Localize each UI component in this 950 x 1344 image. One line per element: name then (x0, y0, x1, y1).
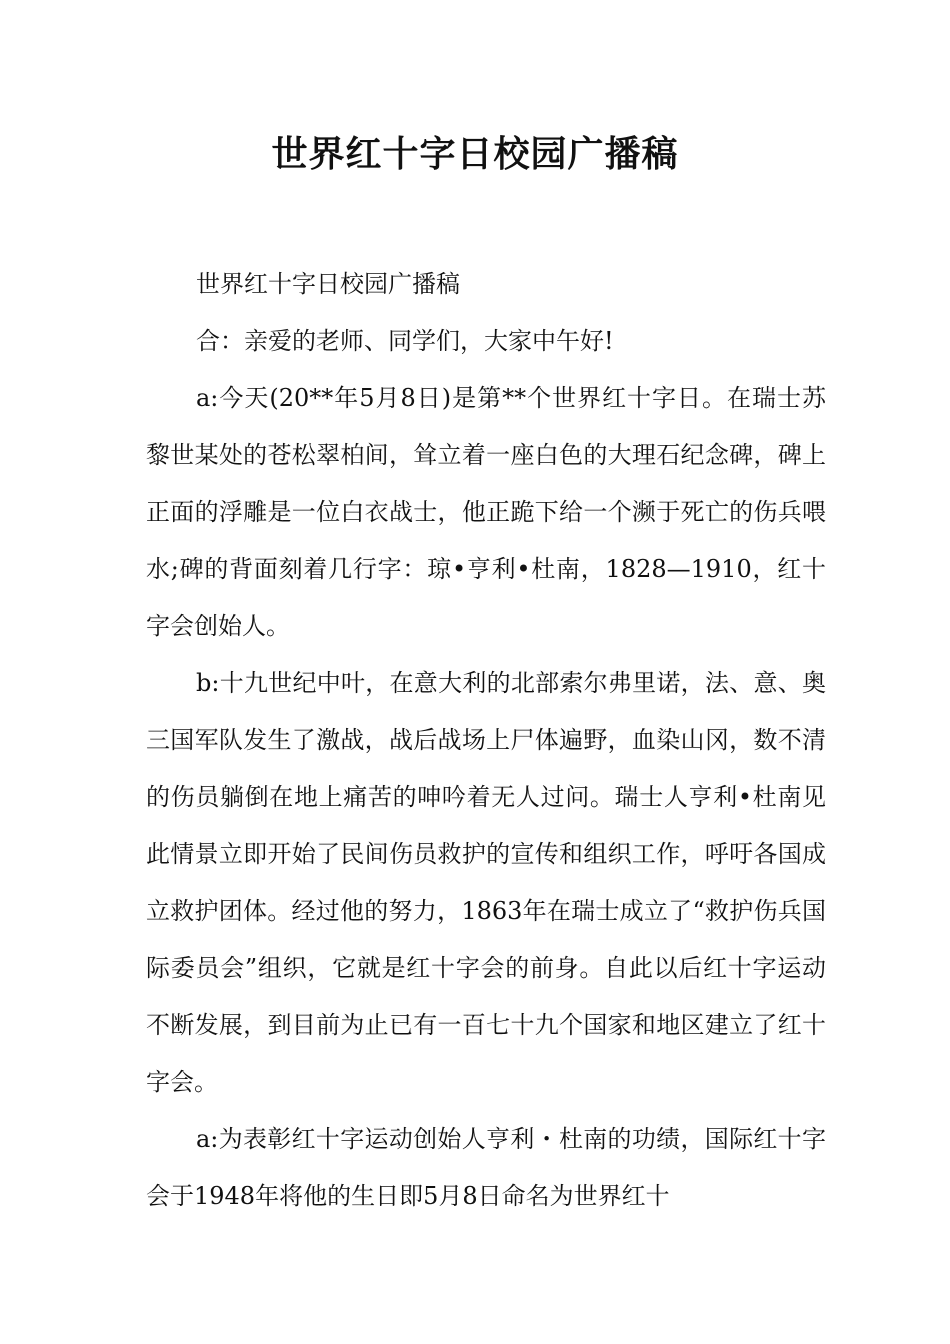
paragraph-b-history: b:十九世纪中叶，在意大利的北部索尔弗里诺，法、意、奥三国军队发生了激战，战后战场上尸体遍野，血染山冈，数不清的伤员躺倒在地上痛苦的呻吟着无人过问。瑞士人亨利•杜南见此情景立即开始了民间伤员救护的宣传和组织工作，呼吁各国成立救护团体。经过他的努力，1863年在瑞士成立了“救护伤兵国际委员会”组织，它就是红十字会的前身。自此以后红十字运动不断发展，到目前为止已有一百七十九个国家和地区建立了红十字会。 (146, 669, 826, 1096)
document-body (146, 256, 826, 1225)
paragraph-a-commemoration: a:为表彰红十字运动创始人亨利・杜南的功绩，国际红十字会于1948年将他的生日即5月8日命名为世界红十 (146, 1125, 826, 1210)
document-title: 世界红十字日校园广播稿 (271, 133, 679, 175)
paragraph-heading: 世界红十字日校园广播稿 (196, 270, 460, 298)
paragraph-a-intro: a:今天(20**年5月8日)是第**个世界红十字日。在瑞士苏黎世某处的苍松翠柏间，耸立着一座白色的大理石纪念碑，碑上正面的浮雕是一位白衣战士，他正跪下给一个濒于死亡的伤兵喂水;碑的背面刻着几行字：琼•亨利•杜南，1828—1910，红十字会创始人。 (146, 384, 826, 640)
paragraph-greeting: 合：亲爱的老师、同学们，大家中午好! (196, 327, 614, 355)
